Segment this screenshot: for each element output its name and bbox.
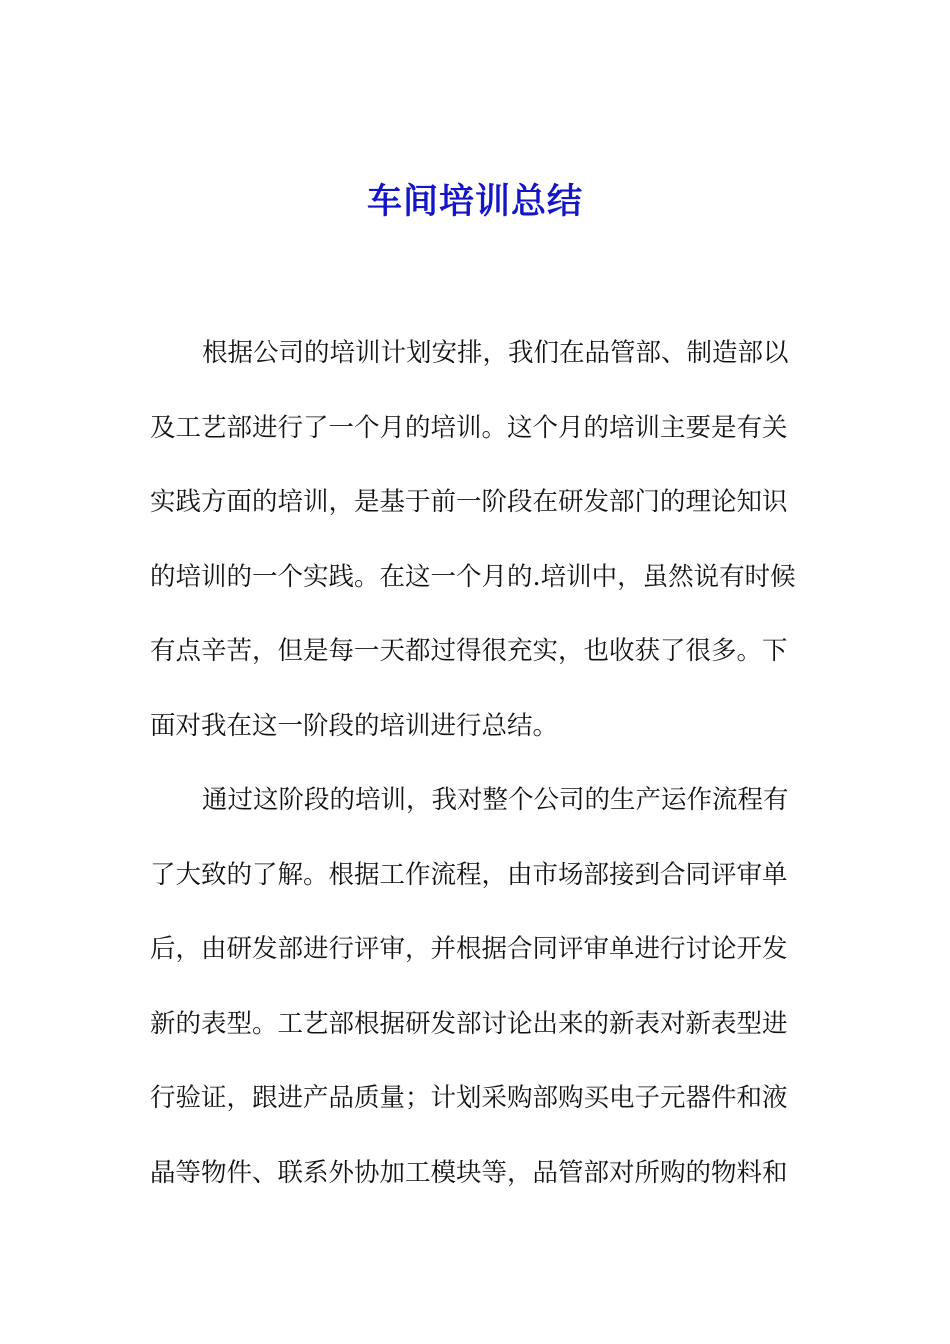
text-line: 新的表型。工艺部根据研发部讨论出来的新表对新表型进 [150, 1008, 788, 1039]
text-line: 有点辛苦，但是每一天都过得很充实，也收获了很多。下 [150, 636, 788, 666]
text-line: 行验证，跟进产品质量；计划采购部购买电子元器件和液 [150, 1083, 788, 1113]
text-line: 了大致的了解。根据工作流程，由市场部接到合同评审单 [150, 859, 788, 890]
text-line: 及工艺部进行了一个月的培训。这个月的培训主要是有关 [150, 412, 788, 443]
text-line: 实践方面的培训，是基于前一阶段在研发部门的理论知识 [150, 487, 788, 517]
document-body [150, 333, 810, 1227]
text-line: 通过这阶段的培训，我对整个公司的生产运作流程有 [202, 785, 789, 815]
paragraph-2 [150, 780, 810, 1227]
text-line: 的培训的一个实践。在这一个月的.培训中，虽然说有时候 [150, 561, 796, 592]
text-line: 根据公司的培训计划安排，我们在品管部、制造部以 [202, 338, 789, 368]
document-title: 车间培训总结 [366, 182, 583, 222]
text-line: 后，由研发部进行评审，并根据合同评审单进行讨论开发 [150, 934, 788, 964]
text-line: 晶等物件、联系外协加工模块等，品管部对所购的物料和 [150, 1157, 788, 1188]
text-line: 面对我在这一阶段的培训进行总结。 [150, 710, 559, 741]
paragraph-1 [150, 333, 810, 780]
